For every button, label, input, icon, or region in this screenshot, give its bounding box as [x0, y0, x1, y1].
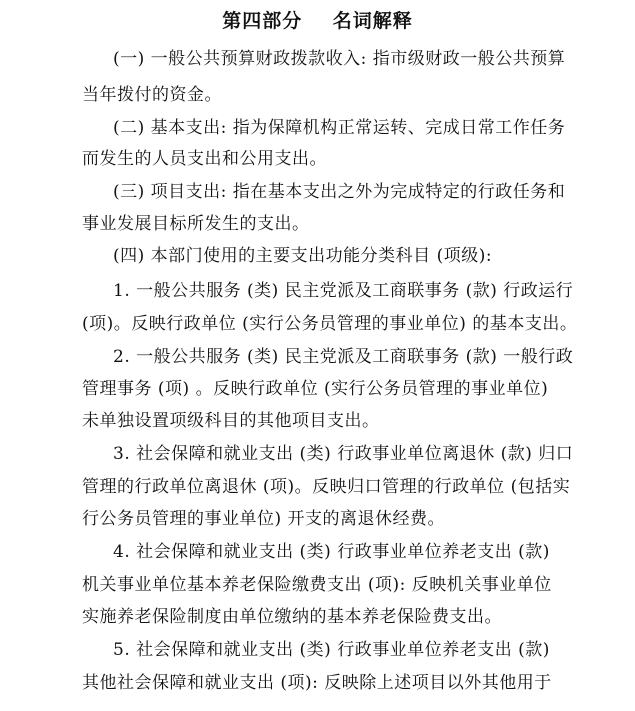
paragraph-line: 机关事业单位基本养老保险缴费支出 (项): 反映机关事业单位 [82, 575, 552, 595]
paragraph-line: 而发生的人员支出和公用支出。 [82, 149, 327, 169]
paragraph-line: 4. 社会保障和就业支出 (类) 行政事业单位养老支出 (款) [113, 542, 550, 562]
paragraph-line: 3. 社会保障和就业支出 (类) 行政事业单位离退休 (款) 归口 [113, 444, 574, 464]
paragraph-line: 当年拨付的资金。 [82, 85, 222, 105]
paragraph-line: (二) 基本支出: 指为保障机构正常运转、完成日常工作任务 [113, 118, 566, 138]
paragraph-line: 事业发展目标所发生的支出。 [82, 214, 310, 234]
paragraph-line: (三) 项目支出: 指在基本支出之外为完成特定的行政任务和 [113, 182, 566, 202]
paragraph-line: 行公务员管理的事业单位) 开支的离退休经费。 [82, 509, 446, 529]
paragraph-line: (项)。反映行政单位 (实行公务员管理的事业单位) 的基本支出。 [82, 314, 578, 334]
paragraph-line: 5. 社会保障和就业支出 (类) 行政事业单位养老支出 (款) [113, 640, 550, 660]
paragraph-line: 2. 一般公共服务 (类) 民主党派及工商联事务 (款) 一般行政 [113, 347, 574, 367]
paragraph-line: 未单独设置项级科目的其他项目支出。 [82, 411, 380, 431]
paragraph-line: 管理的行政单位离退休 (项)。反映归口管理的行政单位 (包括实 [82, 477, 571, 497]
paragraph-line: (一) 一般公共预算财政拨款收入: 指市级财政一般公共预算 [113, 49, 566, 69]
paragraph-line: (四) 本部门使用的主要支出功能分类科目 (项级): [113, 246, 493, 266]
paragraph-line: 管理事务 (项) 。反映行政单位 (实行公务员管理的事业单位) [82, 379, 549, 399]
paragraph-line: 实施养老保险制度由单位缴纳的基本养老保险费支出。 [82, 607, 502, 627]
paragraph-line: 1. 一般公共服务 (类) 民主党派及工商联事务 (款) 行政运行 [113, 281, 574, 301]
section-title: 第四部分 名词解释 [222, 10, 413, 32]
paragraph-line: 其他社会保障和就业支出 (项): 反映除上述项目以外其他用于 [82, 673, 552, 693]
